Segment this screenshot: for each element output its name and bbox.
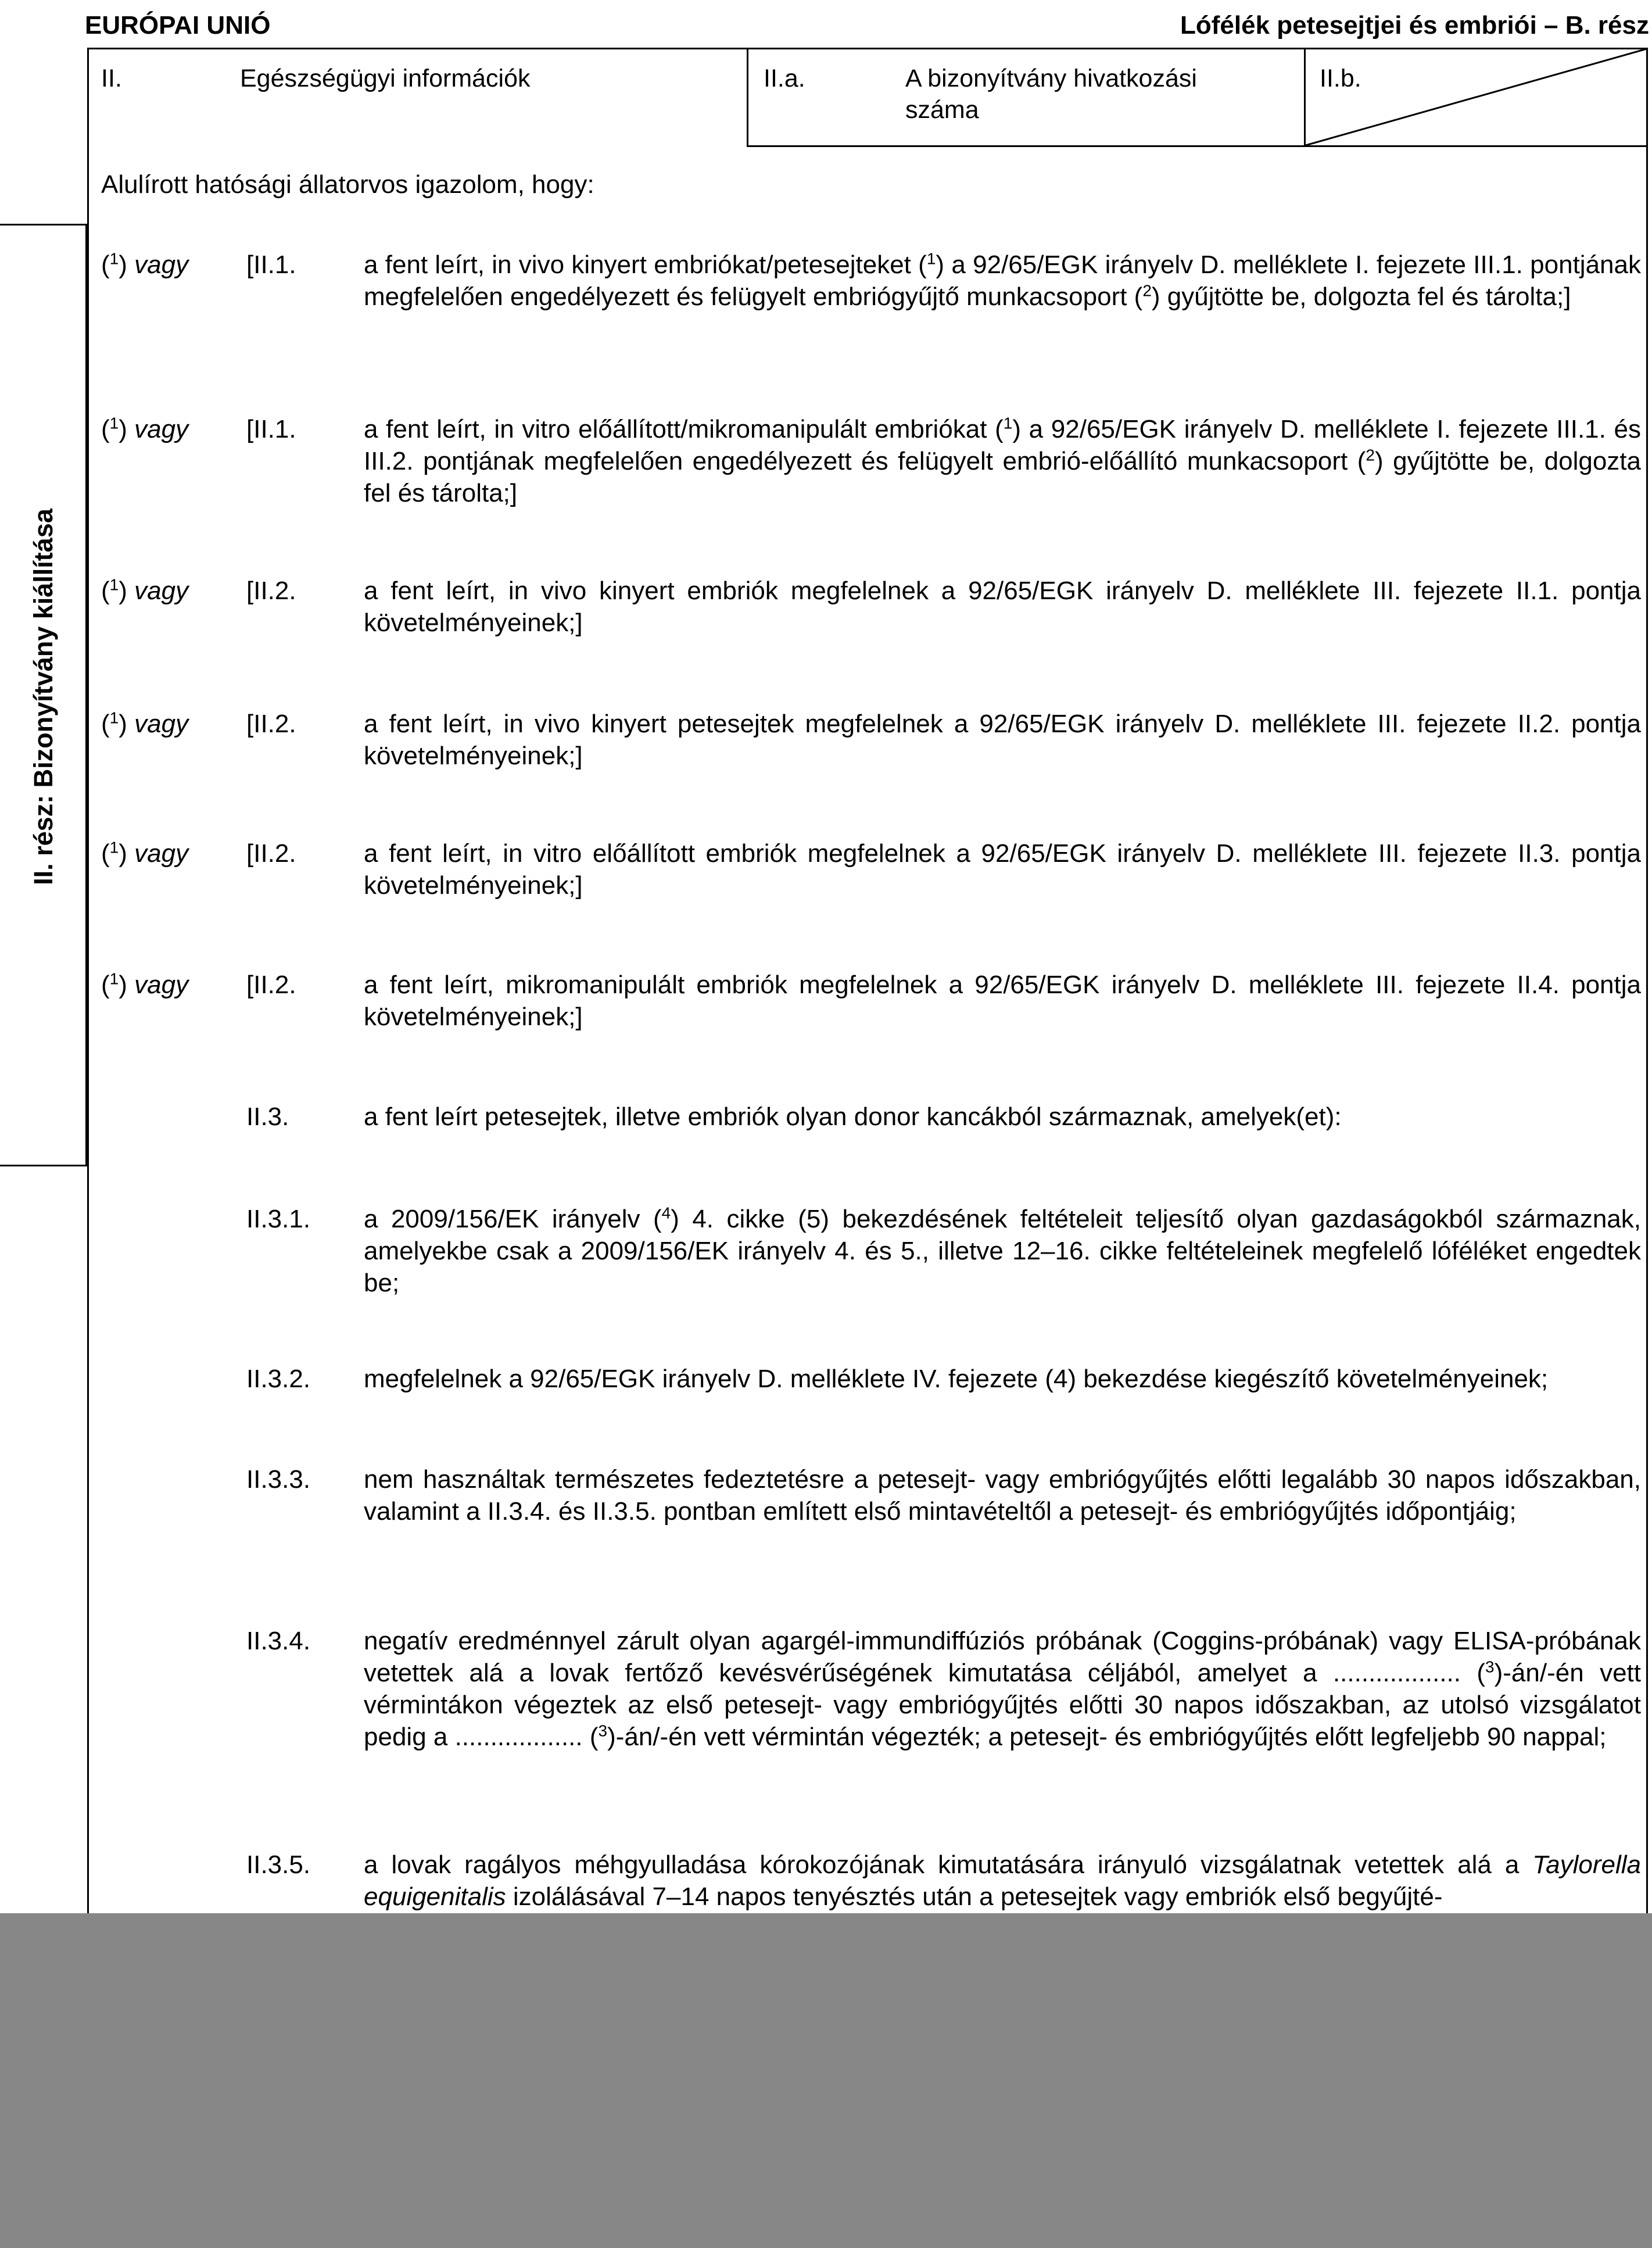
item-text: a fent leírt petesejtek, illetve embriók olyan donor kancákból származnak, amelyek(et):	[364, 1102, 1342, 1131]
item-number: [II.2.	[246, 971, 296, 999]
item-text: a lovak ragályos méhgyulladása kórokozójának kimutatására irányuló vizsgálatnak vetettek alá a Taylorella equigenitalis izolálásával 7–14 napos tenyésztés után a petesejtek vagy embriók első begyűjté-	[364, 1850, 1641, 1911]
section-number: II.	[101, 65, 122, 92]
option-marker: ($^1$) vagy	[101, 838, 189, 868]
document-title: Lófélék petesejtjei és embriói – B. rész	[1180, 11, 1649, 40]
item-text: negatív eredménnyel zárult olyan agargél-immundiffúziós próbának (Coggins-próbának) vagy ELISA-próbának vetettek alá a lovak fertőző kevésvérűségének kimutatása céljából, amelyet a .................. ($^3$)-án/-én vett vérmintákon végeztek az első petesejt- vagy embriógyűjtés előtti 30 napos időszakban, az utolsó vizsgálatot pedig a .................. ($^3$)-án/-én vett vérmintán végezték; a petesejt- és embriógyűjtés előtt legfeljebb 90 nappal;	[364, 1627, 1641, 1751]
item-text: a fent leírt, mikromanipulált embriók megfelelnek a 92/65/EGK irányelv D. melléklete III. fejezete II.4. pontja követelményeinek;]	[364, 971, 1641, 1031]
item-text: megfelelnek a 92/65/EGK irányelv D. melléklete IV. fejezete (4) bekezdése kiegészítő követelményeinek;	[364, 1365, 1549, 1393]
item-text: a fent leírt, in vivo kinyert petesejtek megfelelnek a 92/65/EGK irányelv D. melléklete III. fejezete II.2. pontja követelményeinek;]	[364, 710, 1641, 770]
option-marker: ($^1$) vagy	[101, 249, 189, 279]
reference-field-label-line1: A bizonyítvány hivatkozási	[905, 65, 1197, 92]
item-text: a fent leírt, in vivo kinyert embriók megfelelnek a 92/65/EGK irányelv D. melléklete III. fejezete II.1. pontja követelményeinek;]	[364, 577, 1641, 637]
intro-statement: Alulírott hatósági állatorvos igazolom, hogy:	[101, 170, 594, 199]
redacted-area	[0, 1913, 1652, 2248]
side-label-box	[0, 224, 87, 1166]
option-marker: ($^1$) vagy	[101, 414, 189, 443]
item-number: II.3.4.	[246, 1627, 311, 1655]
item-text: a fent leírt, in vitro előállított embriók megfelelnek a 92/65/EGK irányelv D. melléklete III. fejezete II.3. pontja követelményeinek;]	[364, 839, 1641, 900]
item-number: [II.2.	[246, 839, 296, 868]
item-number: II.3.	[246, 1102, 289, 1131]
reference-field-label	[905, 63, 1197, 126]
item-number: [II.1.	[246, 250, 296, 279]
section-title: Egészségügyi információk	[240, 65, 531, 92]
item-text: a fent leírt, in vitro előállított/mikromanipulált embriókat ($^1$) a 92/65/EGK irányelv D. melléklete I. fejezete III.1. és III.2. pontjának megfelelően engedélyezett és felügyelt embrió-előállító munkacsoport ($^2$) gyűjtötte be, dolgozta fel és tárolta;]	[364, 414, 1642, 507]
reference-field-label-line2: száma	[905, 96, 979, 124]
header-eu-label: EURÓPAI UNIÓ	[85, 11, 271, 40]
ref-box-left-line	[747, 48, 748, 147]
item-number: II.3.5.	[246, 1850, 311, 1879]
side-label-text: II. rész: Bizonyítvány kiállítása	[28, 509, 58, 885]
item-text: a 2009/156/EK irányelv ($^4$) 4. cikke (5) bekezdésének feltételeit teljesítő olyan gazdaságokból származnak, amelyekbe csak a 2009/156/EK irányelv 4. és 5., illetve 12–16. cikke feltételeinek megfelelő lóféléket engedtek be;	[364, 1204, 1641, 1297]
item-text: a fent leírt, in vivo kinyert embriókat/petesejteket ($^1$) a 92/65/EGK irányelv D. melléklete I. fejezete III.1. pontjának megfelelően engedélyezett és felügyelt embriógyűjtő munkacsoport ($^2$) gyűjtötte be, dolgozta fel és tárolta;]	[364, 249, 1641, 311]
item-text: nem használtak természetes fedeztetésre a petesejt- vagy embriógyűjtés előtti legalább 30 napos időszakban, valamint a II.3.4. és II.3.5. pontban említett első mintavételtől a petesejt- és embriógyűjtés időpontjáig;	[364, 1465, 1641, 1526]
frame-right-line	[1646, 48, 1648, 1913]
item-number: II.3.2.	[246, 1365, 311, 1393]
option-marker: ($^1$) vagy	[101, 969, 189, 999]
item-number: [II.2.	[246, 577, 296, 605]
option-marker: ($^1$) vagy	[101, 708, 189, 738]
item-number: II.3.3.	[246, 1465, 311, 1494]
frame-left-line	[87, 48, 89, 1913]
item-number: [II.2.	[246, 710, 296, 738]
item-number: II.3.1.	[246, 1205, 311, 1233]
option-marker: ($^1$) vagy	[101, 575, 189, 605]
reference-number-label: II.a.	[764, 65, 805, 92]
item-number: [II.1.	[246, 415, 296, 443]
iib-label: II.b.	[1320, 65, 1361, 92]
